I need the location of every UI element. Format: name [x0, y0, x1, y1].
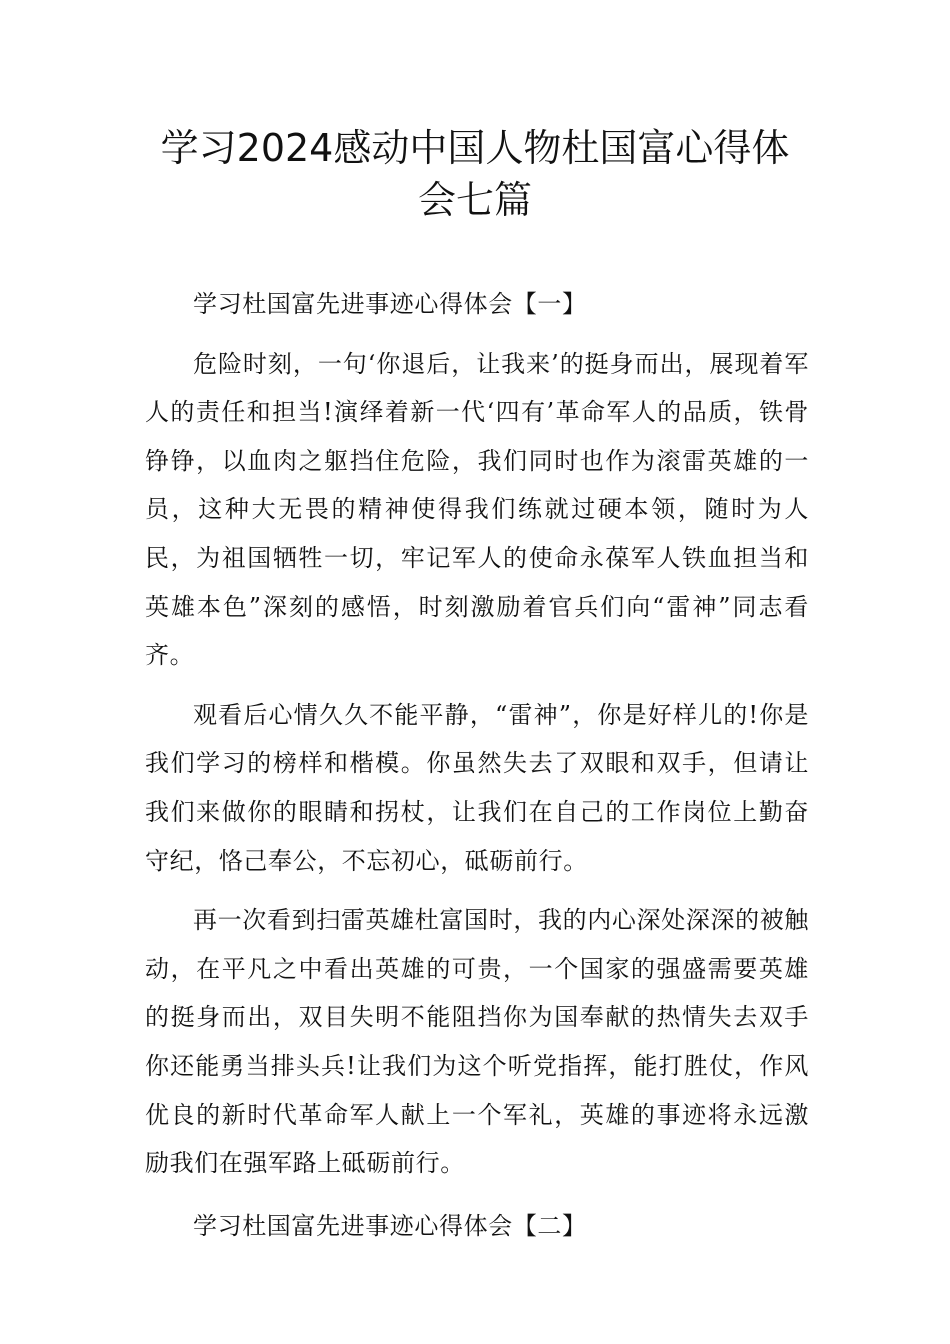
- paragraph-3: 再一次看到扫雷英雄杜富国时，我的内心深处深深的被触动，在平凡之中看出英雄的可贵，一个国家的强盛需要英雄的挺身而出，双目失明不能阻挡你为国奉献的热情失去双手你还能勇当排头兵!让我们为这个听党指挥，能打胜仗，作风优良的新时代革命军人献上一个军礼，英雄的事迹将永远激励我们在强军路上砥砺前行。: [145, 906, 809, 1178]
- section-heading-2: 学习杜国富先进事迹心得体会【二】: [193, 1211, 587, 1240]
- document-body: [145, 280, 809, 1250]
- document-title-line-1: 学习2024感动中国人物杜国富心得体: [160, 126, 790, 170]
- paragraph-1: 危险时刻，一句‘你退后，让我来’的挺身而出，展现着军人的责任和担当!演绎着新一代‘四有’革命军人的品质，铁骨铮铮，以血肉之躯挡住危险，我们同时也作为滚雷英雄的一员，这种大无畏的精神使得我们练就过硬本领，随时为人民，为祖国牺牲一切，牢记军人的使命永葆军人铁血担当和英雄本色”深刻的感悟，时刻激励着官兵们向“雷神”同志看齐。: [145, 349, 809, 670]
- paragraph-2: 观看后心情久久不能平静，“雷神”，你是好样儿的!你是我们学习的榜样和楷模。你虽然失去了双眼和双手，但请让我们来做你的眼睛和拐杖，让我们在自己的工作岗位上勤奋守纪，恪己奉公，不忘初心，砥砺前行。: [145, 700, 809, 875]
- section-heading-1: 学习杜国富先进事迹心得体会【一】: [193, 290, 587, 318]
- document-title-line-2: 会七篇: [417, 178, 532, 222]
- document-title: [100, 122, 850, 226]
